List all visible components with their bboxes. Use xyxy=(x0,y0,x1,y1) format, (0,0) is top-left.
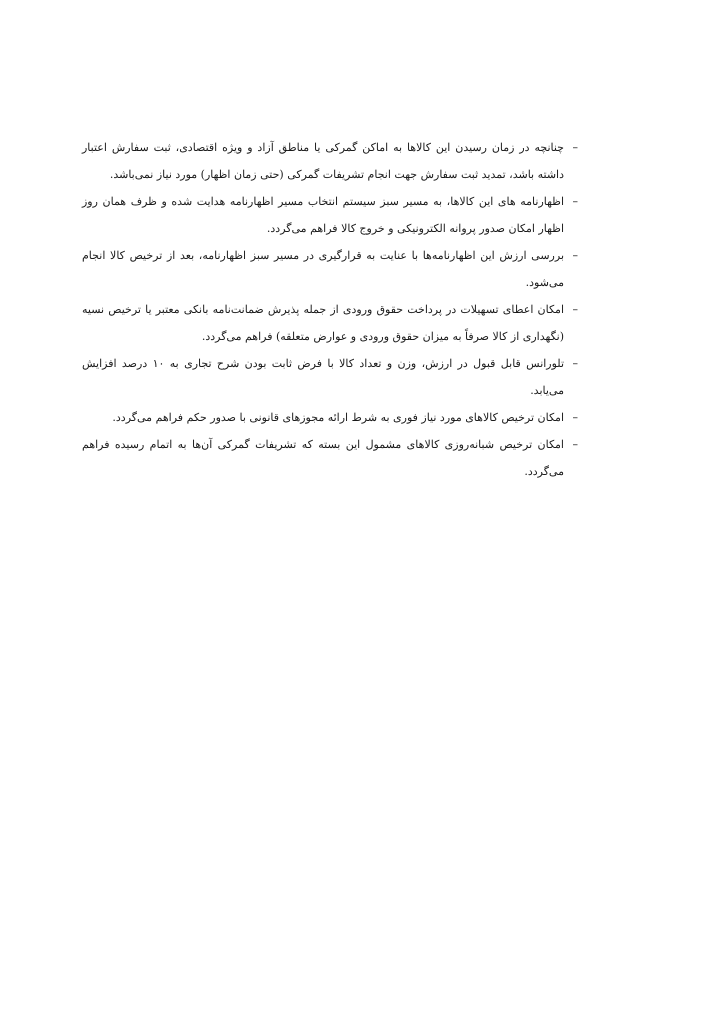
bullet-text: بررسی ارزش این اظهارنامه‌ها با عنایت به قرارگیری در مسیر سبز اظهارنامه، بعد از ترخیص کالا انجام می‌شود. xyxy=(82,249,564,289)
bullet-text: تلورانس قابل قبول در ارزش، وزن و تعداد کالا با فرض ثابت بودن شرح تجاری به ۱۰ درصد افزایش می‌یابد. xyxy=(82,357,565,397)
bullet-item xyxy=(82,188,578,242)
bullet-text: چنانچه در زمان رسیدن این کالاها به اماکن گمرکی یا مناطق آزاد و ویژه اقتصادی، ثبت سفارش اعتبار داشته باشد، تمدید ثبت سفارش جهت انجام تشریفات گمرکی (حتی زمان اظهار) مورد نیاز نمی‌باشد. xyxy=(82,141,564,181)
bullet-text: امکان اعطای تسهیلات در پرداخت حقوق ورودی از جمله پذیرش ضمانت‌نامه بانکی معتبر یا ترخیص نسیه (نگهداری از کالا صرفاً به میزان حقوق ورودی و عوارض متعلقه) فراهم می‌گردد. xyxy=(82,303,564,343)
bullet-dash: – xyxy=(572,249,578,262)
bullet-dash: – xyxy=(572,303,578,316)
bullet-item xyxy=(82,404,578,431)
bullet-item xyxy=(82,350,578,404)
bullet-dash: – xyxy=(572,141,578,154)
bullet-item xyxy=(82,296,578,350)
bullet-text: اظهارنامه های این کالاها، به مسیر سبز سیستم انتخاب مسیر اظهارنامه هدایت شده و ظرف همان روز اظهار امکان صدور پروانه الکترونیکی و خروج کالا فراهم می‌گردد. xyxy=(82,195,564,235)
bullet-list xyxy=(82,134,578,485)
bullet-item xyxy=(82,242,578,296)
bullet-text: امکان ترخیص شبانه‌روزی کالاهای مشمول این بسته که تشریفات گمرکی آن‌ها به اتمام رسیده فراهم می‌گردد. xyxy=(82,438,564,478)
document-body xyxy=(82,134,578,485)
bullet-item xyxy=(82,431,578,485)
bullet-dash: – xyxy=(572,195,578,208)
bullet-text: امکان ترخیص کالاهای مورد نیاز فوری به شرط ارائه مجوزهای قانونی با صدور حکم فراهم می‌گردد. xyxy=(112,411,564,424)
bullet-item xyxy=(82,134,578,188)
bullet-dash: – xyxy=(572,411,578,424)
bullet-dash: – xyxy=(572,438,578,451)
bullet-dash: – xyxy=(572,357,578,370)
